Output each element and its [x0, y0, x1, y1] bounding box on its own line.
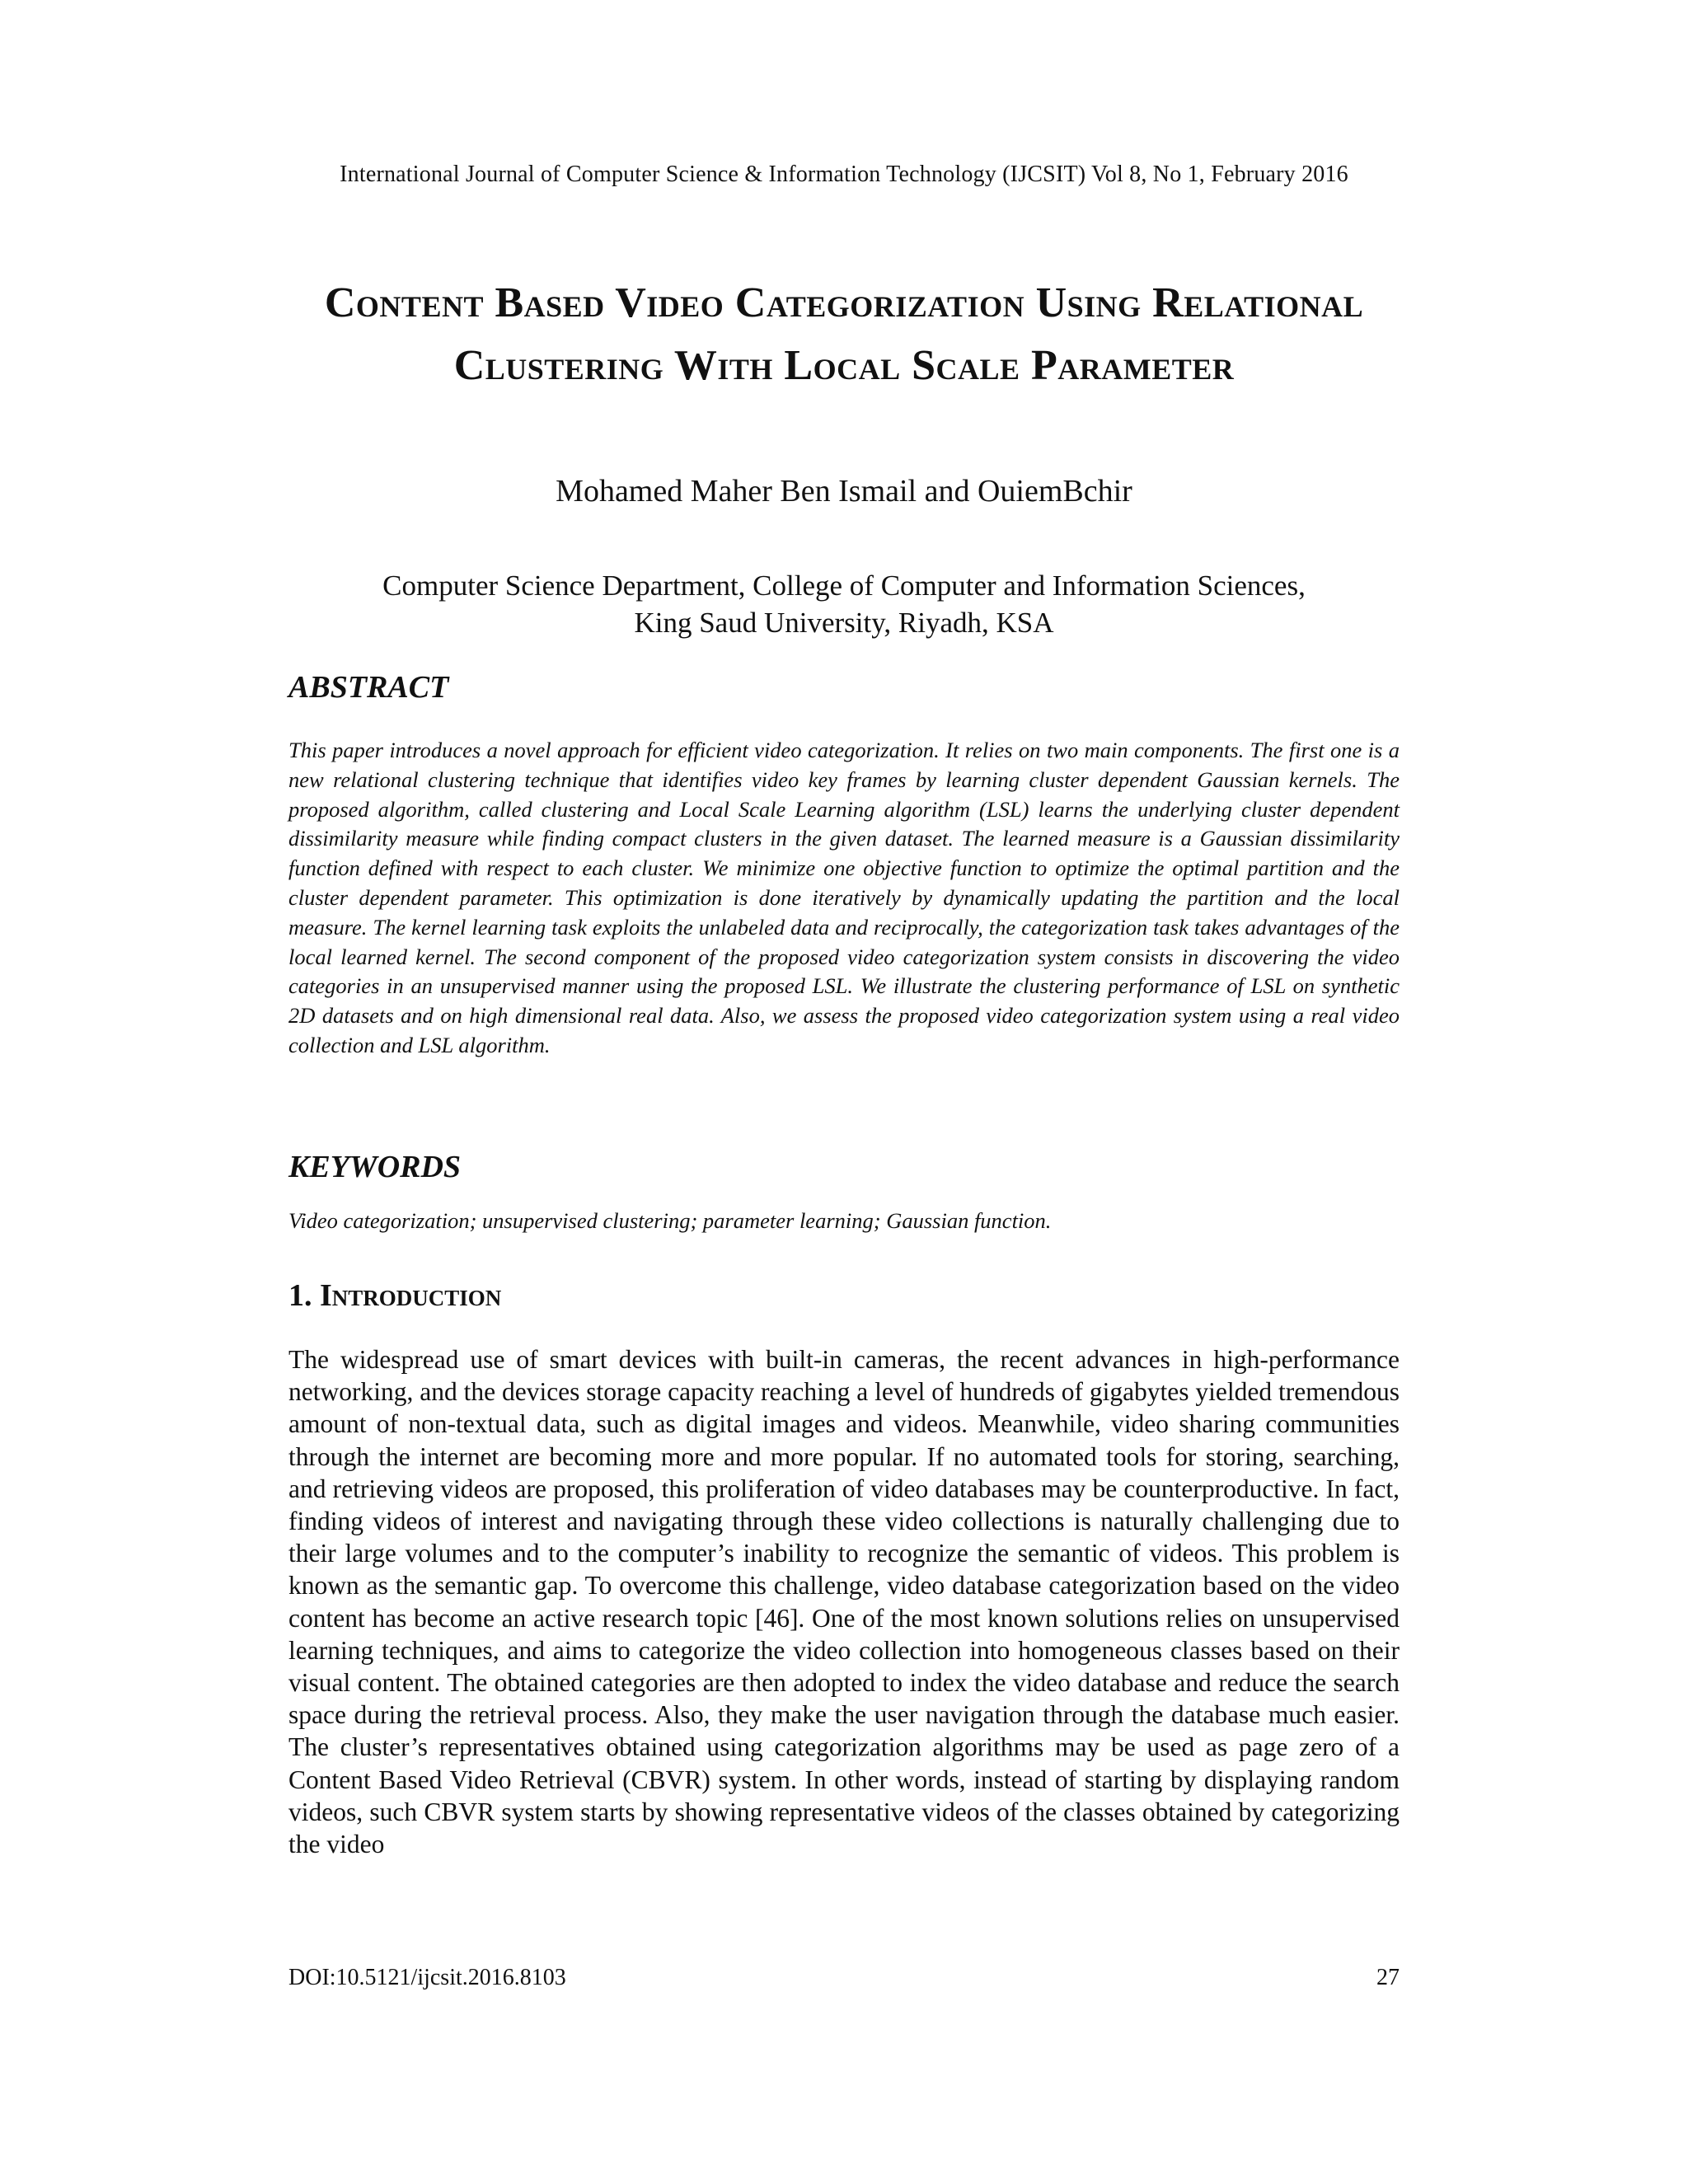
author-affiliation [247, 567, 1441, 641]
paper-title: Content Based Video Categorization Using Relational Clustering With Local Scale Parameter [324, 279, 1364, 389]
keywords-text: Video categorization; unsupervised clustering; parameter learning; Gaussian function. [288, 1208, 1052, 1233]
paper-authors: Mohamed Maher Ben Ismail and OuiemBchir [556, 474, 1132, 509]
abstract-heading: ABSTRACT [288, 670, 449, 705]
introduction-text: The widespread use of smart devices with built-in cameras, the recent advances in high-performance networking, and the devices storage capacity reaching a level of hundreds of gigabytes yielded tremendous amount of non-textual data, such as digital images and videos. Meanwhile, video sharing communities through the internet are becoming more and more popular. If no automated tools for storing, searching, and retrieving videos are proposed, this proliferation of video databases may be counterproductive. In fact, finding videos of interest and navigating through these video collections is naturally challenging due to their large volumes and to the computer’s inability to recognize the semantic of videos. This problem is known as the semantic gap. To overcome this challenge, video database categorization based on the video content has become an active research topic [46]. One of the most known solutions relies on unsupervised learning techniques, and aims to categorize the video collection into homogeneous classes based on their visual content. The obtained categories are then adopted to index the video database and reduce the search space during the retrieval process. Also, they make the user navigation through the database much easier. The cluster’s representatives obtained using categorization algorithms may be used as page zero of a Content Based Video Retrieval (CBVR) system. In other words, instead of starting by displaying random videos, such CBVR system starts by showing representative videos of the classes obtained by categorizing the video [288, 1345, 1400, 1859]
journal-header: International Journal of Computer Science & Information Technology (IJCSIT) Vol 8, No 1, February 2016 [340, 162, 1348, 187]
keywords-heading: KEYWORDS [288, 1150, 462, 1184]
page-number: 27 [1376, 1965, 1400, 1990]
footer-doi: DOI:10.5121/ijcsit.2016.8103 [288, 1965, 566, 1990]
affiliation-line-1: Computer Science Department, College of Computer and Information Sciences, [382, 569, 1306, 602]
affiliation-line-2: King Saud University, Riyadh, KSA [634, 607, 1054, 639]
abstract-text: This paper introduces a novel approach for efficient video categorization. It relies on two main components. The first one is a new relational clustering technique that identifies video key frames by learning cluster dependent Gaussian kernels. The proposed algorithm, called clustering and Local Scale Learning algorithm (LSL) learns the underlying cluster dependent dissimilarity measure while finding compact clusters in the given dataset. The learned measure is a Gaussian dissimilarity function defined with respect to each cluster. We minimize one objective function to optimize the optimal partition and the cluster dependent parameter. This optimization is done iteratively by dynamically updating the partition and the local measure. The kernel learning task exploits the unlabeled data and reciprocally, the categorization task takes advantages of the local learned kernel. The second component of the proposed video categorization system consists in discovering the video categories in an unsupervised manner using the proposed LSL. We illustrate the clustering performance of LSL on synthetic 2D datasets and on high dimensional real data. Also, we assess the proposed video categorization system using a real video collection and LSL algorithm. [288, 738, 1400, 1057]
introduction-heading: 1. Introduction [288, 1278, 502, 1313]
